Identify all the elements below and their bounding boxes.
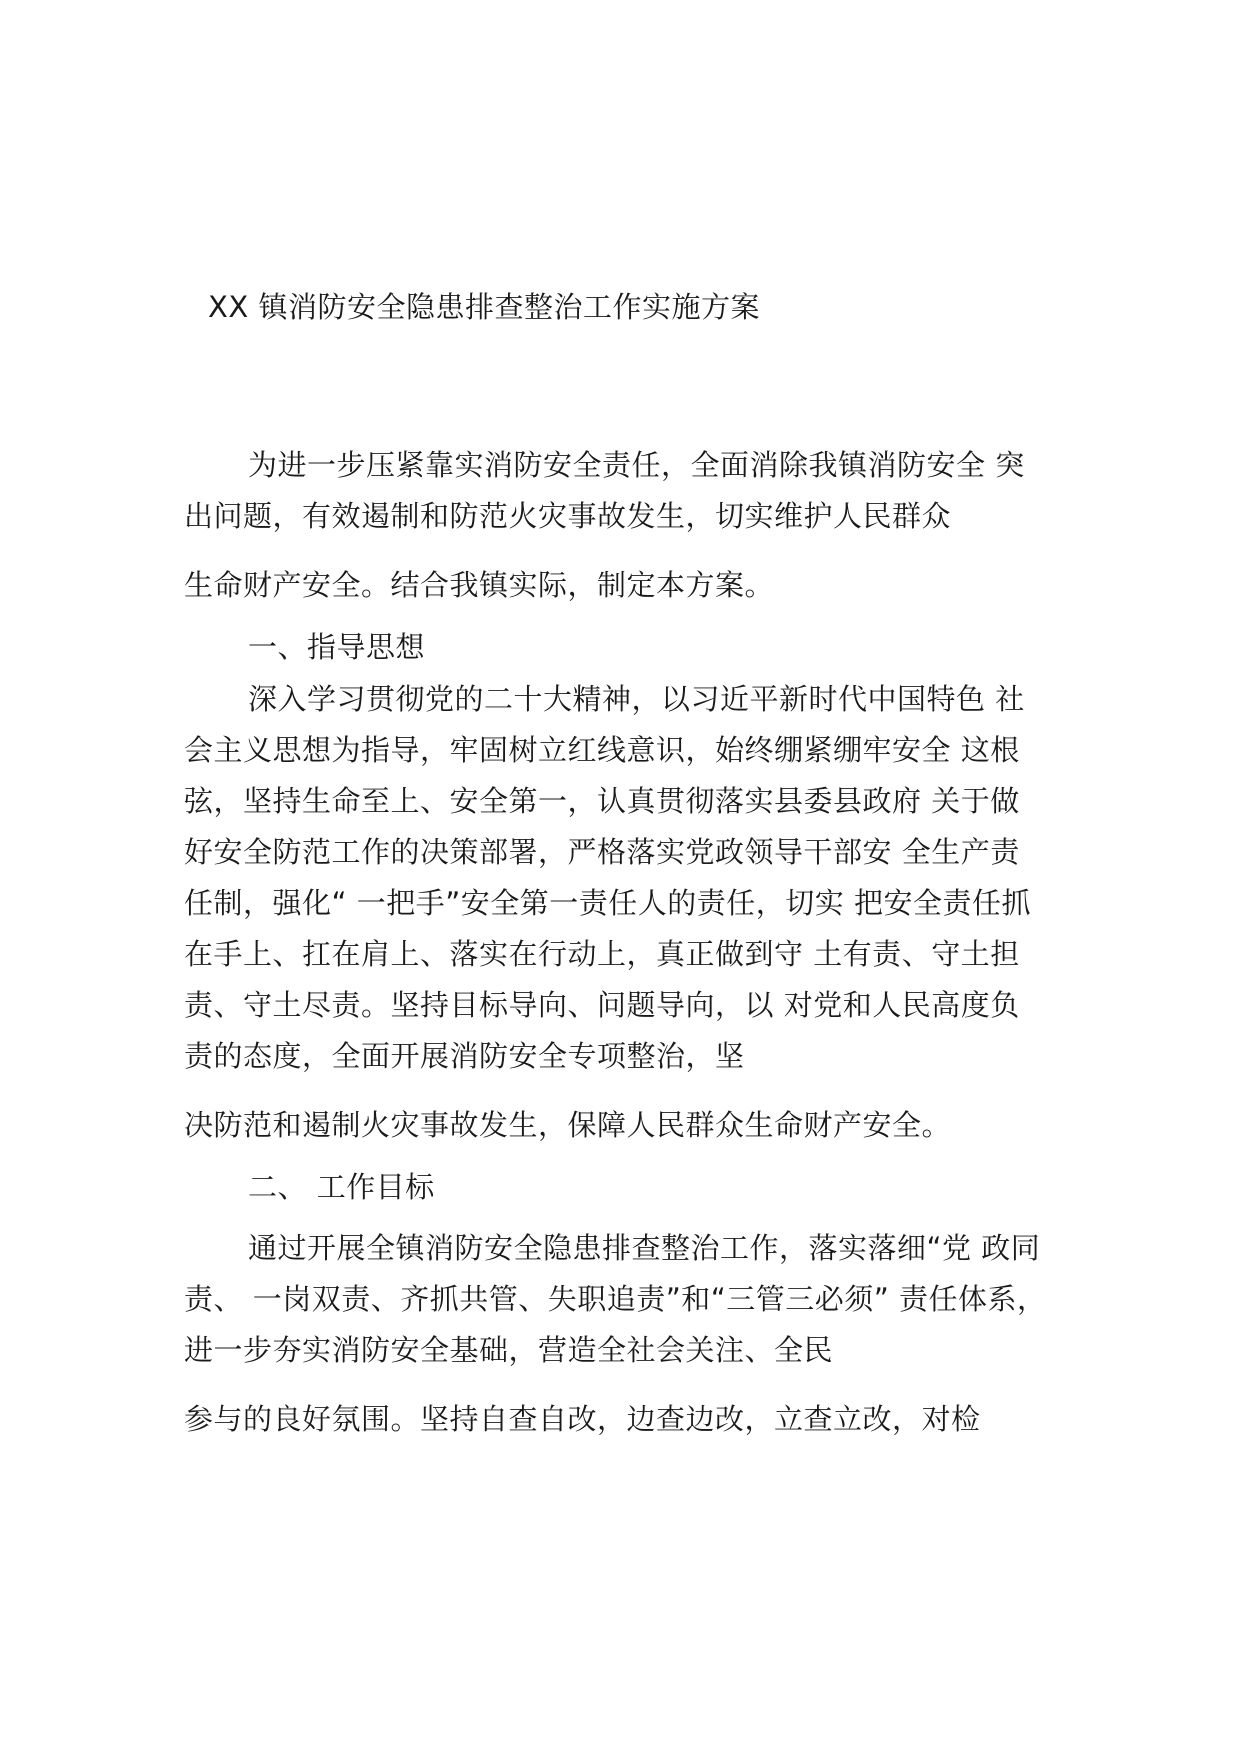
section-heading: 二、 工作目标 bbox=[248, 1170, 435, 1204]
paragraph-line: 任制，强化“ 一把手”安全第一责任人的责任，切实 把安全责任抓 bbox=[184, 886, 1031, 920]
paragraph-line: 通过开展全镇消防安全隐患排查整治工作，落实落细“党 政同 bbox=[248, 1231, 1041, 1265]
paragraph-line: 责、 一岗双责、齐抓共管、失职追责”和“三管三必须” 责任体系， bbox=[184, 1282, 1047, 1316]
paragraph-line: 责的态度，全面开展消防安全专项整治，坚 bbox=[184, 1039, 745, 1073]
paragraph-line: 参与的良好氛围。坚持自查自改，边查边改，立查立改，对检 bbox=[184, 1402, 981, 1436]
paragraph-line: 为进一步压紧靠实消防安全责任，全面消除我镇消防安全 突 bbox=[248, 448, 1025, 482]
paragraph-line: 在手上、扛在肩上、落实在行动上，真正做到守 土有责、守土担 bbox=[184, 937, 1020, 971]
paragraph-line: 深入学习贯彻党的二十大精神，以习近平新时代中国特色 社 bbox=[248, 682, 1025, 716]
paragraph-line: 责、守土尽责。坚持目标导向、问题导向，以 对党和人民高度负 bbox=[184, 988, 1020, 1022]
paragraph-line: 生命财产安全。结合我镇实际，制定本方案。 bbox=[184, 568, 775, 602]
paragraph-line: 好安全防范工作的决策部署，严格落实党政领导干部安 全生产责 bbox=[184, 835, 1020, 869]
paragraph-line: 出问题，有效遏制和防范火灾事故发生，切实维护人民群众 bbox=[184, 499, 952, 533]
paragraph-line: 会主义思想为指导，牢固树立红线意识，始终绷紧绷牢安全 这根 bbox=[184, 733, 1020, 767]
paragraph-line: 进一步夯实消防安全基础，营造全社会关注、全民 bbox=[184, 1333, 834, 1367]
paragraph-line: 决防范和遏制火灾事故发生，保障人民群众生命财产安全。 bbox=[184, 1108, 952, 1142]
document-title: XX 镇消防安全隐患排查整治工作实施方案 bbox=[208, 290, 760, 324]
paragraph-line: 弦，坚持生命至上、安全第一，认真贯彻落实县委县政府 关于做 bbox=[184, 784, 1020, 818]
section-heading: 一、指导思想 bbox=[248, 630, 426, 664]
